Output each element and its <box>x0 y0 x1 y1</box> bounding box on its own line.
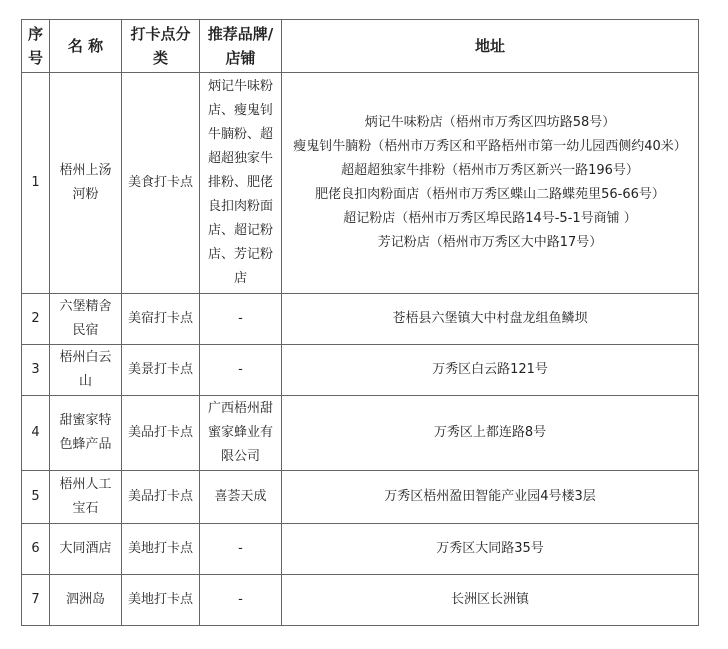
address-line: 芳记粉店（梧州市万秀区大中路17号） <box>377 235 603 250</box>
row-name: 梧州上汤河粉 <box>50 73 122 294</box>
header-brand: 推荐品牌/店铺 <box>200 20 282 73</box>
row-brand: 喜荟天成 <box>200 471 282 524</box>
row-name: 梧州人工宝石 <box>50 471 122 524</box>
checkin-table <box>21 19 699 626</box>
header-row <box>22 20 699 73</box>
table-row <box>22 524 699 575</box>
row-category: 美景打卡点 <box>122 345 200 396</box>
row-seq: 1 <box>22 73 50 294</box>
row-brand: - <box>200 575 282 626</box>
row-address: 万秀区大同路35号 <box>282 524 699 575</box>
row-address: 万秀区上都连路8号 <box>282 396 699 471</box>
address-line: 瘦鬼钊牛腩粉（梧州市万秀区和平路梧州市第一幼儿园西侧约40米） <box>293 139 687 154</box>
table-row <box>22 345 699 396</box>
row-address: 长洲区长洲镇 <box>282 575 699 626</box>
address-line: 肥佬良扣肉粉面店（梧州市万秀区蝶山二路蝶苑里56-66号） <box>315 187 665 202</box>
row-category: 美食打卡点 <box>122 73 200 294</box>
table-row <box>22 471 699 524</box>
row-name: 梧州白云山 <box>50 345 122 396</box>
row-seq: 3 <box>22 345 50 396</box>
row-brand: 炳记牛味粉店、瘦鬼钊牛腩粉、超超超独家牛排粉、肥佬良扣肉粉面店、超记粉店、芳记粉店 <box>200 73 282 294</box>
address-line: 炳记牛味粉店（梧州市万秀区四坊路58号） <box>364 115 616 130</box>
address-line: 超记粉店（梧州市万秀区埠民路14号-5-1号商铺 ） <box>343 211 637 226</box>
row-brand: - <box>200 524 282 575</box>
table-row <box>22 396 699 471</box>
row-address: 万秀区梧州盈田智能产业园4号楼3层 <box>282 471 699 524</box>
row-seq: 5 <box>22 471 50 524</box>
table-row <box>22 73 699 294</box>
table-row <box>22 575 699 626</box>
row-address: 苍梧县六堡镇大中村盘龙组鱼鳞坝 <box>282 294 699 345</box>
row-category: 美品打卡点 <box>122 396 200 471</box>
row-category: 美地打卡点 <box>122 575 200 626</box>
row-name: 甜蜜家特色蜂产品 <box>50 396 122 471</box>
row-brand: 广西梧州甜蜜家蜂业有限公司 <box>200 396 282 471</box>
address-line: 超超超独家牛排粉（梧州市万秀区新兴一路196号） <box>341 163 639 178</box>
row-address: 万秀区白云路121号 <box>282 345 699 396</box>
row-address <box>282 73 699 294</box>
row-category: 美品打卡点 <box>122 471 200 524</box>
row-name: 大同酒店 <box>50 524 122 575</box>
row-seq: 4 <box>22 396 50 471</box>
header-address: 地址 <box>282 20 699 73</box>
row-name: 六堡精舍民宿 <box>50 294 122 345</box>
row-brand: - <box>200 294 282 345</box>
header-category: 打卡点分类 <box>122 20 200 73</box>
row-category: 美宿打卡点 <box>122 294 200 345</box>
row-category: 美地打卡点 <box>122 524 200 575</box>
table-row <box>22 294 699 345</box>
row-name: 泗洲岛 <box>50 575 122 626</box>
row-seq: 7 <box>22 575 50 626</box>
header-seq: 序号 <box>22 20 50 73</box>
header-name: 名 称 <box>50 20 122 73</box>
row-seq: 2 <box>22 294 50 345</box>
row-brand: - <box>200 345 282 396</box>
row-seq: 6 <box>22 524 50 575</box>
